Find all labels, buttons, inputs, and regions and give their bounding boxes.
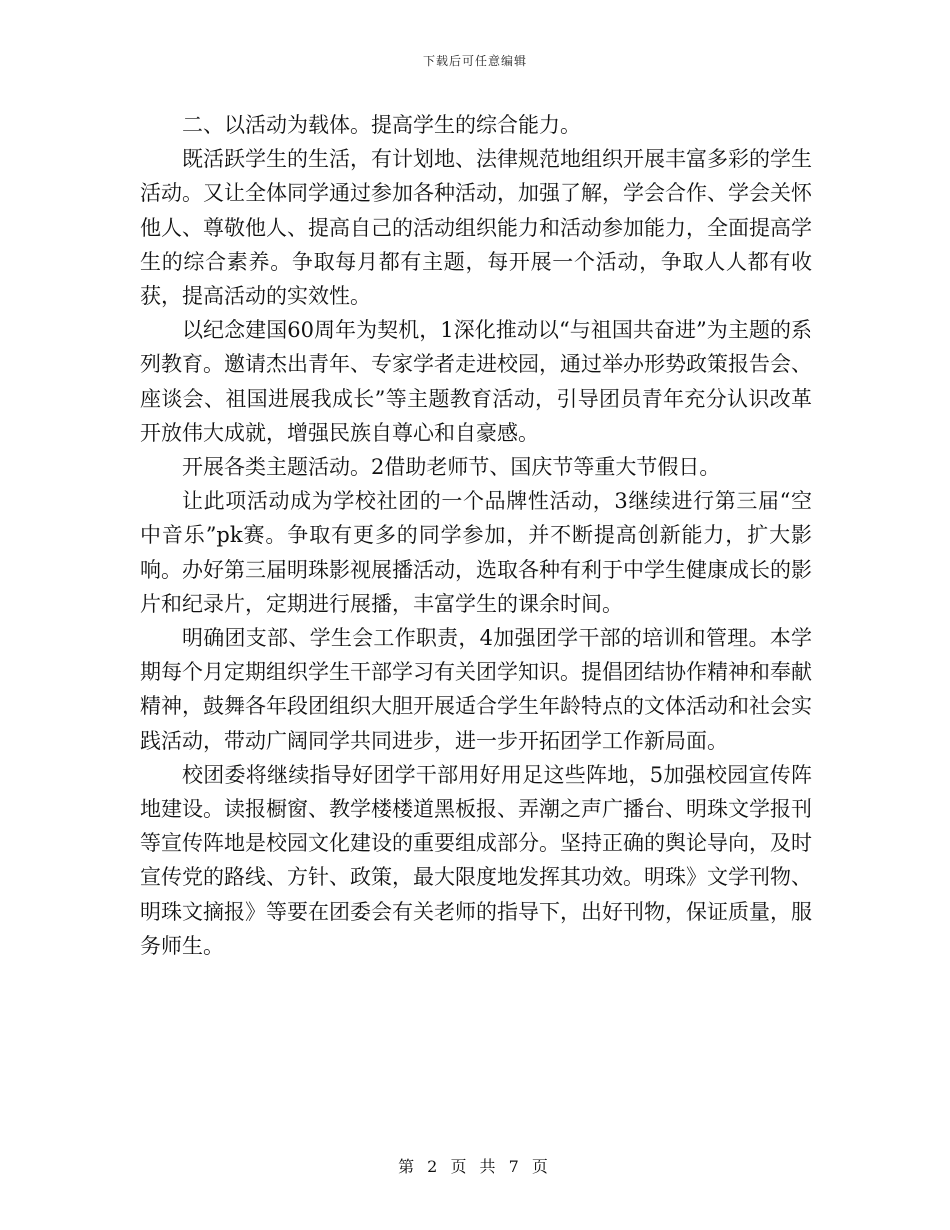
paragraph-cadre-training: 明确团支部、学生会工作职责，4加强团学干部的培训和管理。本学期每个月定期组织学生干部学习有关团学知识。提倡团结协作精神和奉献精神，鼓舞各年段团组织大胆开展适合学生年龄特点的文体活动和社会实践活动，带动广阔同学共同进步，进一步开拓团学工作新局面。 (140, 626, 812, 753)
paragraph-publicity-position: 校团委将继续指导好团学干部用好用足这些阵地，5加强校园宣传阵地建设。读报橱窗、教学楼楼道黑板报、弄潮之声广播台、明珠文学报刊等宣传阵地是校园文化建设的重要组成部分。坚持正确的舆论导向，及时宣传党的路线、方针、政策，最大限度地发挥其功效。明珠》文学刊物、明珠文摘报》等要在团委会有关老师的指导下，出好刊物，保证质量，服务师生。 (140, 762, 812, 958)
paragraph-activities: 既活跃学生的生活，有计划地、法律规范地组织开展丰富多彩的学生活动。又让全体同学通过参加各种活动，加强了解，学会合作、学会关怀他人、尊敬他人、提高自己的活动组织能力和活动参加能力，全面提高学生的综合素养。争取每月都有主题，每开展一个活动，争取人人都有收获，提高活动的实效性。 (140, 147, 812, 309)
section-heading: 二、以活动为载体。提高学生的综合能力。 (182, 113, 581, 137)
page-header: 下载后可任意编辑 (422, 54, 527, 68)
paragraph-music-contest: 让此项活动成为学校社团的一个品牌性活动，3继续进行第三届“空中音乐”pk赛。争取有更多的同学参加，并不断提高创新能力，扩大影响。办好第三届明珠影视展播活动，选取各种有利于中学生健康成长的影片和纪录片，定期进行展播，丰富学生的课余时间。 (140, 489, 812, 616)
page-number: 第 2 页 共 7 页 (398, 1157, 552, 1176)
paragraph-anniversary-education: 以纪念建国60周年为契机，1深化推动以“与祖国共奋进”为主题的系列教育。邀请杰出青年、专家学者走进校园，通过举办形势政策报告会、座谈会、祖国进展我成长”等主题教育活动，引导团员青年充分认识改革开放伟大成就，增强民族自尊心和自豪感。 (140, 318, 812, 445)
paragraph-theme-activities: 开展各类主题活动。2借助老师节、国庆节等重大节假日。 (182, 455, 721, 480)
document-body (140, 108, 812, 963)
